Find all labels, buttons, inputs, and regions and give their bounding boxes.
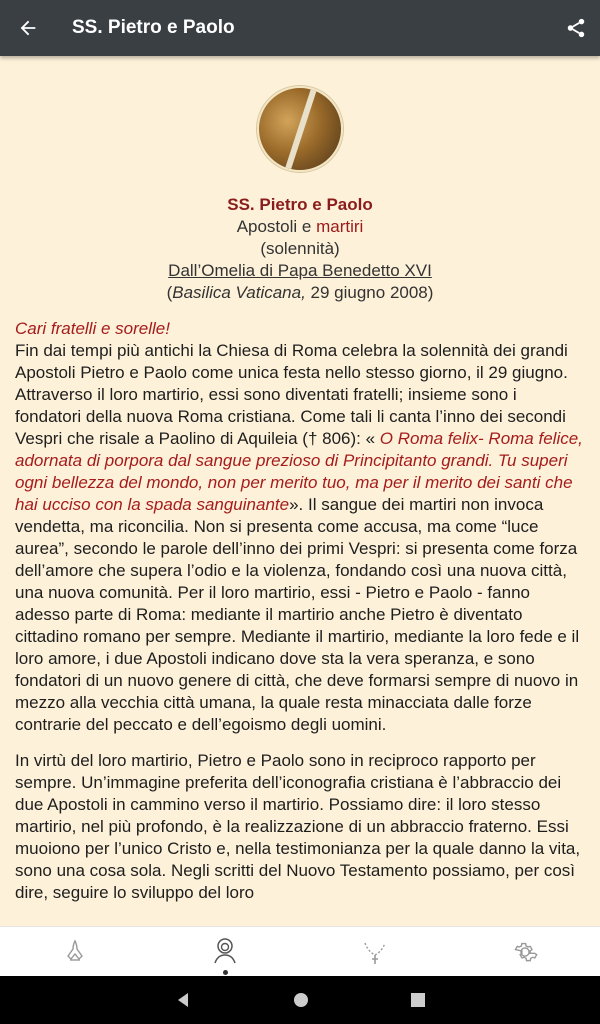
paragraph-part: Fin dai tempi più antichi la Chiesa di Roma celebra la solennità dei grandi Apostoli Pietro e Paolo come unica festa nello stesso giorno, il 29 giugno. Attraverso il loro martirio, essi sono diventati fratelli; insieme sono i fondatori della nuova Roma cristiana. Come tali li canta l’inno dei secondi Vespri che risale a Paolino di Aquileia († 806): « [15,341,568,448]
paragraph-part: ». Il sangue dei martiri non invoca vendetta, ma riconcilia. Non si presenta come accusa, ma come “luce aurea”, secondo le parole dell’inno dei primi Vespri: si presenta come forza dell’amore che supera l’odio e la violenza, fondando così una nuova città, una nuova comunità. Per il loro martirio, essi - Pietro e Paolo - fanno adesso parte di Roma: mediante il martirio anche Pietro è diventato cittadino romano per sempre. Mediante il martirio, mediante la loro fede e il loro amore, i due Apostoli indicano dove sta la vera speranza, e sono fondatori di un nuovo genere di città, che deve formarsi sempre di nuovo in mezzo alla vecchia città umana, la quale resta minacciata dalle forze contrarie del peccato e dell’egoismo degli uomini. [15,495,580,734]
hymn-quote: O Roma felix- Roma felice, adornata di porpora dal sangue prezioso di Principitanto grandi. Tu superi ogni bellezza del mondo, non per merito tuo, ma per il merito dei santi che hai ucciso con la spada sanguinante [15,429,583,514]
paragraph: In virtù del loro martirio, Pietro e Paolo sono in reciproco rapporto per sempre. Un’immagine preferita dell’iconografia cristiana è l’abbraccio dei due Apostoli in cammino verso il martirio. Possiamo dire: il loro stesso martirio, nel più profondo, è la realizzazione di un abbraccio fraterno. Essi muoiono per l’unico Cristo e, nella testimonianza per la quale danno la vita, sono una cosa sola. Negli scritti del Nuovo Testamento possiamo, per così dire, seguire lo sviluppo del loro [15,751,581,902]
source-date: 29 giugno 2008) [305,283,434,302]
greeting: Cari fratelli e sorelle! [15,319,170,338]
source-title: Dall’Omelia di Papa Benedetto XVI [168,261,432,280]
bottom-navigation [0,926,600,977]
tab-prayers[interactable] [0,927,150,977]
selected-indicator [223,970,228,975]
paragraph [15,318,585,736]
saint-name: SS. Pietro e Paolo [227,195,373,214]
share-icon [565,17,587,39]
page-title: SS. Pietro e Paolo [72,17,235,38]
place-name: Basilica Vaticana, [172,283,306,302]
back-button[interactable] [0,0,56,56]
arrow-left-icon [17,17,39,39]
content-scroll[interactable] [0,56,600,926]
saint-subtitle [0,216,600,238]
gear-icon [511,938,539,966]
praying-hands-icon [61,938,89,966]
app-bar [0,0,600,56]
source-place [0,282,600,304]
tab-rosary[interactable] [300,927,450,977]
tab-settings[interactable] [450,927,600,977]
homily-text [0,318,600,904]
feast-rank: (solennità) [260,239,340,258]
system-navigation-bar [0,976,600,1024]
rosary-icon [361,937,389,967]
saint-icon [211,937,239,967]
back-triangle-icon[interactable] [174,991,192,1009]
recents-square-icon[interactable] [410,992,426,1008]
paren-open: ( [166,283,173,302]
subtitle-prefix: Apostoli e [236,217,317,236]
tab-saints[interactable] [150,927,300,977]
share-button[interactable] [552,0,600,56]
saint-image [257,86,343,172]
martyrs-link[interactable]: martiri [316,217,364,236]
home-circle-icon[interactable] [292,991,310,1009]
